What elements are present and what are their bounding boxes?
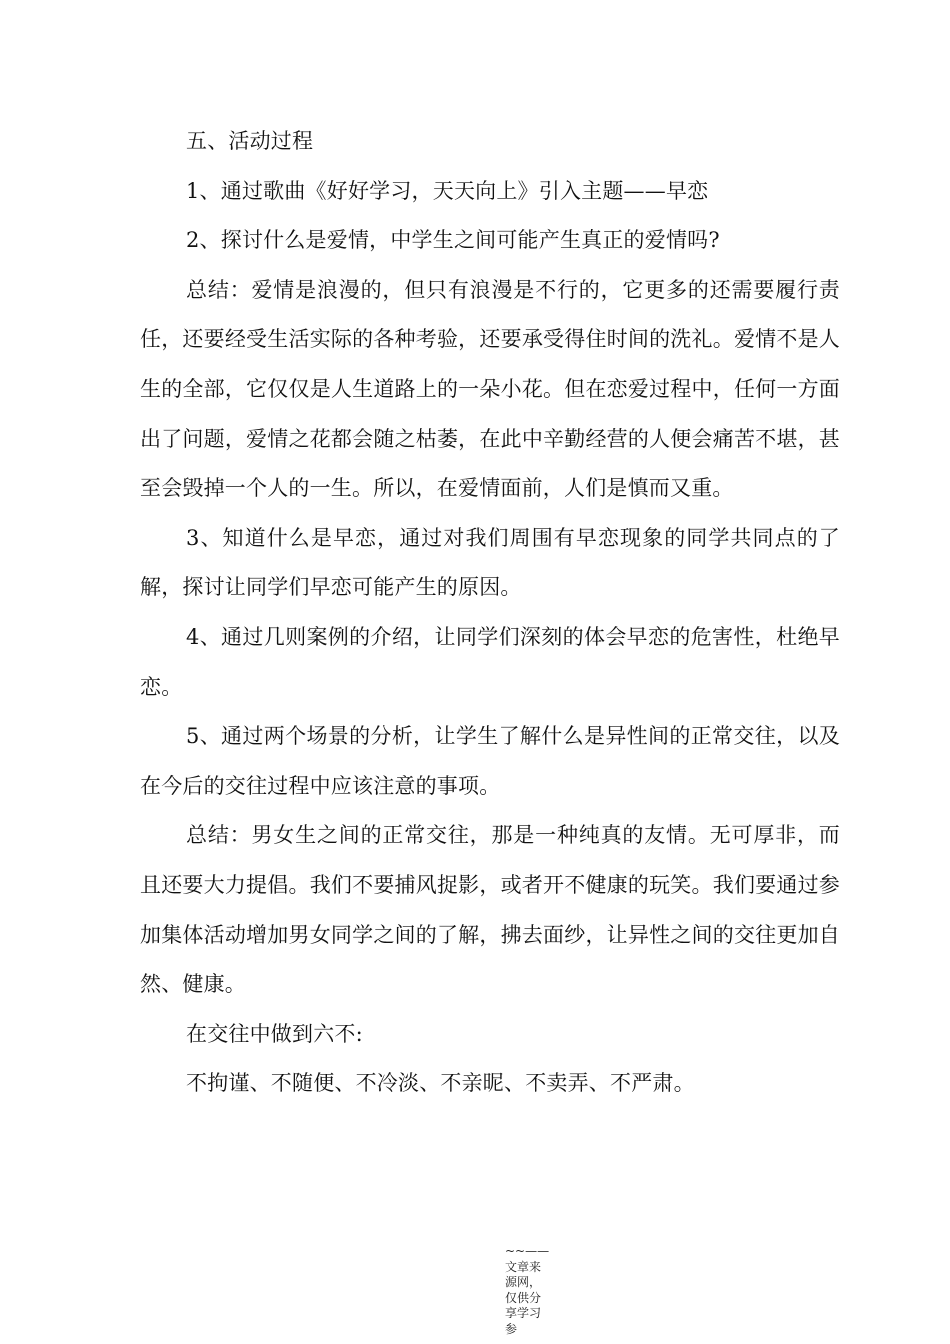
paragraph: 1、通过歌曲《好好学习，天天向上》引入主题——早恋 <box>186 178 709 203</box>
paragraph: 5、通过两个场景的分析，让学生了解什么是异性间的正常交往，以及在今后的交往过程中应该注意的事项。 <box>140 724 840 798</box>
source-footer-note: ~~——文章来源网，仅供分享学习参 <box>505 1244 550 1336</box>
paragraph: 4、通过几则案例的介绍，让同学们深刻的体会早恋的危害性，杜绝早恋。 <box>140 624 840 699</box>
section-heading: 五、活动过程 <box>186 129 314 153</box>
paragraph: 3、知道什么是早恋，通过对我们周围有早恋现象的同学共同点的了解，探讨让同学们早恋可能产生的原因。 <box>140 525 840 600</box>
paragraph: 在交往中做到六不: <box>186 1021 363 1046</box>
document-body <box>140 117 840 1109</box>
paragraph: 2、探讨什么是爱情，中学生之间可能产生真正的爱情吗? <box>186 228 720 253</box>
paragraph: 不拘谨、不随便、不冷淡、不亲昵、不卖弄、不严肃。 <box>186 1071 695 1096</box>
paragraph: 总结：男女生之间的正常交往，那是一种纯真的友情。无可厚非，而且还要大力提倡。我们不要捕风捉影，或者开不健康的玩笑。我们要通过参加集体活动增加男女同学之间的了解，拂去面纱，让异性之间的交往更加自然、健康。 <box>140 823 840 997</box>
paragraph: 总结：爱情是浪漫的，但只有浪漫是不行的，它更多的还需要履行责任，还要经受生活实际的各种考验，还要承受得住时间的洗礼。爱情不是人生的全部，它仅仅是人生道路上的一朵小花。但在恋爱过程中，任何一方面出了问题，爱情之花都会随之枯萎，在此中辛勤经营的人便会痛苦不堪，甚至会毁掉一个人的一生。所以，在爱情面前，人们是慎而又重。 <box>140 277 840 501</box>
